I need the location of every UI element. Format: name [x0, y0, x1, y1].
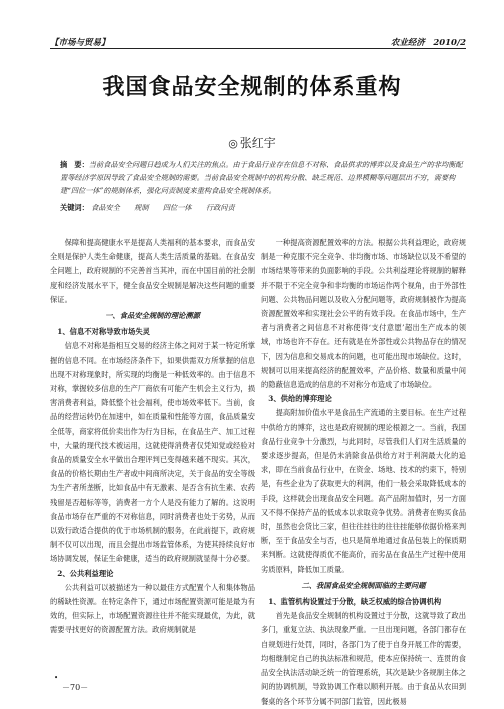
- abstract-label: 摘 要：: [60, 160, 89, 169]
- right-column: [261, 236, 466, 709]
- subsection-heading: 2、公共利益理论: [57, 568, 114, 578]
- page-footer: [54, 674, 89, 693]
- keyword: 行政问责: [205, 203, 235, 212]
- left-column: [50, 236, 255, 638]
- subsection-heading: 1、监管机构设置过于分散，缺乏权威的综合协调机构: [268, 597, 442, 607]
- subsection-heading: 3、供给的博弈理论: [268, 394, 332, 404]
- paragraph: 保障和提高健康水平是提高人类福利的基本要求，而食品安全则是保护人类生命健康，提高人类生活质量的基础。在食品安全问题上，政府规制的不完善首当其冲，而在中国目前的社会制度和经济发展水平下，健全食品安全规制是解决这些问题的重要保证。: [50, 238, 255, 304]
- keyword: 规制: [134, 203, 149, 212]
- paragraph: 提高附加价值水平是食品生产流通的主要目标。在生产过程中供给方的博弈，这也是政府规制的理论根源之一。当前，我国食品行业竞争十分激烈，与此同时，尽管我们人们对生活质量的要求逐步提高，但是仍未消除食品供给方对于利润最大化的追求，即在当前食品行业中，在资金、场地、技术的约束下，特别是，有些企业为了获取更大的利润，他们一般会采取降低成本的手段，这样就会出现食品安全问题。高产品附加值时，另一方面又不得不保持产品的低成本以求取竞争优势。消费者在购买食品时，虽然也会货比三家，但往往挂往的往往挂能够依据价格来判断，至于食品安全与否，也只是简单地通过食品包装上的保质期来判断。这就使得质优不能高价，而劣品在食品生产过程中使用劣质原料，降低加工质量。: [261, 408, 466, 574]
- section-heading: 二、我国食品安全规制面临的主要问题: [301, 580, 426, 590]
- article-title: 我国食品安全规制的体系重构: [102, 75, 402, 100]
- section-label: 【市场与贸易】: [50, 38, 110, 48]
- header-rule: [50, 48, 466, 49]
- author-line: [0, 134, 504, 151]
- keyword: 四位一体: [162, 203, 192, 212]
- author-symbol-icon: ◎: [228, 137, 238, 150]
- keywords: [60, 201, 466, 214]
- paragraph: 公共利益可以被描述为一种以最佳方式配置个人和集体物品的稀缺性资源。在特定条件下，通过市场配置资源可能是最为有效的，但实际上，市场配置资源往往并不能实现最优，为此，就需要寻找更好的资源配置方法。政府规制就是: [50, 582, 255, 635]
- paragraph: 一种提高资源配置效率的方法。根据公共利益理论，政府规制是一种克服不完全竞争、非均衡市场、市场缺位以及不希望的市场结果等带来的负面影响的手段。公共利益理论将规制的解释并不限于不完全竞争和非均衡的市场运作两个视角，由于外部性问题、公共物品问题以及收入分配问题等，政府规制被作为提高资源配置效率和实现社会公平的有效手段。在食品市场中，生产者与消费者之间信息不对称使得‘支付意愿’超出生产成本的领域，市场也许不存在。还有就是在外部性或公共物品存在的情况下，因为信息和交易成本的问题，也可能出现市场缺位。这时，规制可以用来提高经济的配置效率，产品价格、数量和质量中间的隐蔽信息造成的信息的不对称分布造成了市场缺位。: [261, 238, 466, 390]
- journal-issue: 农业经济 2010/2: [390, 38, 466, 48]
- section-heading: 一、食品安全规制的理论溯源: [105, 311, 200, 321]
- paragraph: 信息不对称是指相互交易的经济主体之间对于某一特定所掌握的信息不同。在市场经济条件下，如果供需双方所掌握的信息出现不对称现象时，所实现的均衡是一种低效率的。由于信息不对称，掌握较多信息的生产厂商依有可能产生机会主义行为，损害消费者利益，降低整个社会福利，使市场效率低下。当前，食品的经营运转仍在加速中，如在质量和性能等方面，食品质量安全低等，商家将低价卖出作为行为目标，在食品生产、加工过程中，大量的现代技术被运用，这就使得消费者仅凭知觉或经验对食品的质量安全水平做出合理评判已变得越来越不现实。其次，食品的价格长期由生产者或中间商所决定，关于食品的安全等级为生产者所垄断，比如食品中有无激素、是否含有抗生素、农药残留是否超标等等，消费者一方个人是没有能力了解的。这说明食品市场存在严重的不对称信息，同时消费者也处于劣势，从而以致行政适合提供的优于市场机制的服务，在此前提下，政府规制不仅可以出现，而且会提出市场监管体系，为使其持续良好市场协调发展，保证生命健康，适当的政府规制就显得十分必要。: [50, 341, 255, 564]
- abstract-text: 当前食品安全问题日趋成为人们关注的焦点。由于食品行业存在信息不对称、食品供求的博弈以及食品生产的非均衡配置等经济学原因导致了食品安全规制的需要。当前食品安全规制中的机构分散、缺乏规范、边界模糊等问题层出不穷，需要构建“四位一体”的规制体系，强化问责制度来重构食品安全规制体系。: [60, 160, 463, 195]
- author-name: 张红宇: [239, 136, 276, 150]
- footer-dot: •: [54, 674, 59, 682]
- keyword: 食品安全: [91, 203, 120, 212]
- subsection-heading: 1、信息不对称导致市场失灵: [57, 327, 150, 337]
- abstract: [60, 158, 466, 197]
- paragraph: 首先是食品安全规制的机构设置过于分散，这就导致了政出多门，重复立法、执法现象严重。一旦出现问题，各部门都存在自规划进行处罚，同时，各部门为了使于自身开展工作的需要，均相继制定自己的执法标准和规范，使本应保持统一、连贯的食品安全执法活动缺乏统一的管理系统，其次是缺少各规制主体之间的协调机制，导致协调工作难以顺利开展。由于食品从农田到餐桌的各个环节分属不同部门监管，因此极易: [261, 611, 466, 706]
- keywords-label: 关键词：: [60, 203, 89, 212]
- page-number: －70－: [62, 683, 89, 692]
- running-header: [50, 36, 466, 50]
